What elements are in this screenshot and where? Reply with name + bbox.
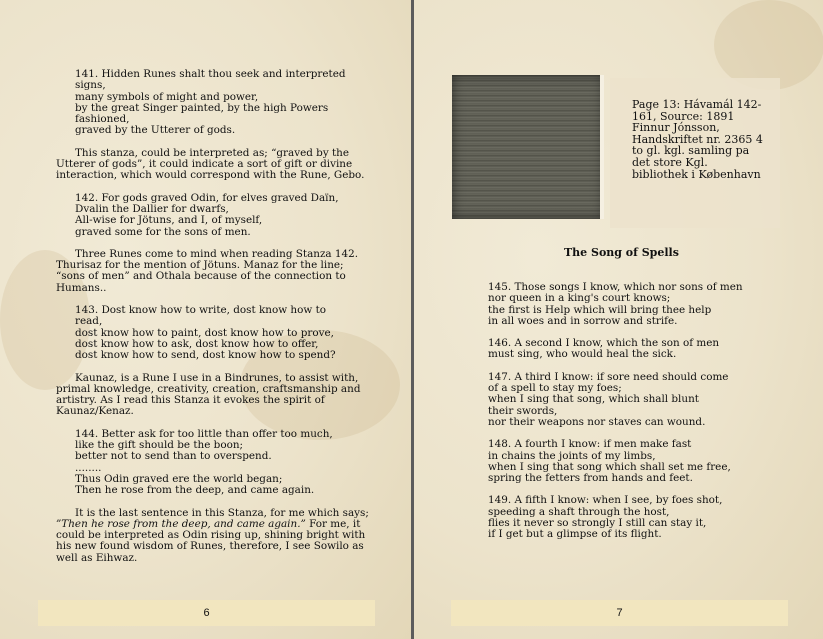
text-line: like the gift should be the boon; [75, 439, 244, 452]
text-line: 145. Those songs I know, which nor sons of men [488, 281, 743, 293]
text-line: Utterer of gods”, it could indicate a sort of gift or divine [56, 158, 353, 171]
text-line: flies it never so strongly I still can stay it, [488, 517, 707, 530]
text-line: when I sing that song, which shall blunt their swords, [488, 393, 699, 417]
text-line: could be interpreted as Odin rising up, shining bright with [56, 529, 366, 542]
text-line: dost know how to send, dost know how to spend? [75, 349, 336, 362]
stanza-146 [488, 338, 788, 361]
left-page [0, 0, 411, 639]
text-line: primal knowledge, creativity, creation, craftsmanship and [56, 382, 361, 395]
image-caption: Page 13: Hávamál 142-161, Source: 1891 Finnur Jónsson, Handskriftet nr. 2365 4 to gl. kgl. samling pa det store Kgl. bibliothek i København [632, 98, 763, 181]
text-line: his new found wisdom of Runes, therefore, I see Sowilo as [56, 540, 364, 553]
text-line: Humans.. [56, 281, 107, 294]
text-line: in chains the joints of my limbs, [488, 449, 656, 462]
page-number-right: 7 [451, 600, 788, 626]
text-line: many symbols of might and power, [75, 90, 259, 103]
text-line: 144. Better ask for too little than offer too much, [75, 427, 333, 440]
text-line: interaction, which would correspond with the Rune, Gebo. [56, 169, 365, 182]
stanza-143 [56, 305, 356, 361]
stanza-149 [488, 495, 788, 540]
text-line: graved some for the sons of men. [75, 225, 251, 238]
stanza-148 [488, 439, 788, 484]
text-line: 147. A third I know: if sore need should come [488, 370, 729, 383]
text-line: Three Runes come to mind when reading Stanza 142. [75, 247, 359, 260]
text-line: spring the fetters from hands and feet. [488, 472, 693, 485]
text-line: 146. A second I know, which the son of men [488, 337, 720, 350]
text-line: 149. A fifth I know: when I see, by foes shot, [488, 494, 723, 507]
text-line: “sons of men” and Othala because of the connection to [56, 270, 346, 283]
text-line: 143. Dost know how to write, dost know how to read, [75, 304, 327, 328]
text-line: All-wise for Jötuns, and I, of myself, [75, 214, 263, 227]
text-line: nor their weapons nor staves can wound. [488, 415, 706, 428]
text-line: dost know how to ask, dost know how to offer, [75, 337, 319, 350]
text-line: of a spell to stay my foes; [488, 382, 622, 395]
commentary-142 [56, 247, 359, 294]
text-line: 141. Hidden Runes shalt thou seek and interpreted signs, [75, 68, 346, 92]
stanza-142 [56, 193, 356, 238]
right-page [414, 0, 823, 639]
text-line: Thurisaz for the mention of Jötuns. Manaz for the line; [56, 259, 344, 272]
commentary-144 [56, 506, 369, 564]
commentary-141 [56, 146, 365, 182]
text-line: must sing, who would heal the sick. [488, 348, 677, 361]
text-line: It is the last sentence in this Stanza, for me which says; [75, 506, 369, 519]
text-line: better not to send than to overspend. [75, 450, 272, 463]
text-line: Kaunaz, is a Rune I use in a Bindrunes, to assist with, [75, 371, 359, 384]
text-line: 142. For gods graved Odin, for elves graved Daïn, [75, 191, 339, 204]
stanza-144 [56, 429, 356, 497]
stanza-145 [488, 282, 788, 327]
text-line: nor queen in a king's court knows; [488, 292, 671, 305]
text-line: 148. A fourth I know: if men make fast [488, 438, 692, 451]
text-line: Thus Odin graved ere the world began; [75, 472, 283, 485]
text-line: Then he rose from the deep, and came again. [75, 484, 315, 497]
text-line: artistry. As I read this Stanza it evokes the spirit of [56, 394, 325, 407]
paper-stain [714, 0, 823, 90]
text-line: dost know how to paint, dost know how to prove, [75, 326, 334, 339]
quote-text: ”Then he rose from the deep, and came again.” [56, 517, 306, 530]
text-line: speeding a shaft through the host, [488, 505, 670, 518]
text-line: in all woes and in sorrow and strife. [488, 314, 678, 327]
commentary-143 [56, 371, 361, 418]
stanza-147 [488, 372, 788, 428]
text-line: well as Eihwaz. [56, 551, 138, 564]
text-line: ........ [75, 461, 102, 474]
manuscript-image [452, 75, 604, 219]
text-line: the first is Help which will bring thee help [488, 303, 712, 316]
text-line: graved by the Utterer of gods. [75, 124, 236, 137]
page-number-left: 6 [38, 600, 375, 626]
text-line: if I get but a glimpse of its flight. [488, 528, 662, 541]
text-line: Kaunaz/Kenaz. [56, 405, 134, 418]
section-title: The Song of Spells [564, 246, 679, 259]
left-text-column [56, 68, 369, 575]
right-text-column [488, 282, 788, 552]
text-line: Dvalin the Dallier for dwarfs, [75, 202, 229, 215]
text-line: when I sing that song which shall set me free, [488, 460, 731, 473]
text-fragment: For me, it [305, 517, 361, 530]
text-line: This stanza, could be interpreted as; “graved by the [75, 146, 350, 159]
stanza-141 [56, 69, 356, 137]
text-line: by the great Singer painted, by the high Powers fashioned, [75, 101, 329, 126]
